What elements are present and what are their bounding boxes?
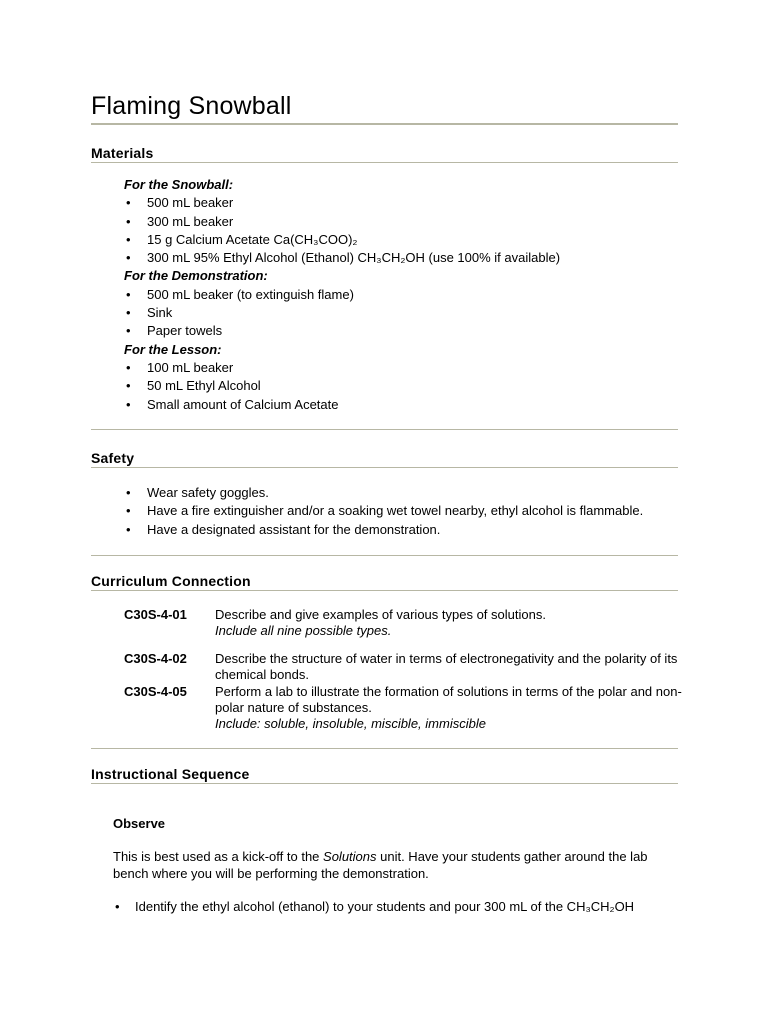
- materials-group-demonstration: [124, 286, 560, 341]
- outcome-code: C30S-4-01: [124, 607, 187, 622]
- list-item: • Paper towels: [124, 322, 560, 340]
- materials-heading: Materials: [91, 145, 154, 161]
- safety-list: [124, 484, 643, 539]
- safety-end-divider: [91, 555, 678, 556]
- outcome-note: Include: soluble, insoluble, miscible, immiscible: [215, 716, 486, 731]
- list-item: • 15 g Calcium Acetate Ca(CH₃COO)₂: [124, 231, 560, 249]
- list-item: • 50 mL Ethyl Alcohol: [124, 377, 560, 395]
- list-item: • Small amount of Calcium Acetate: [124, 396, 560, 414]
- curriculum-end-divider: [91, 748, 678, 749]
- materials-group-lesson: [124, 359, 560, 414]
- curriculum-divider: [91, 590, 678, 591]
- materials-end-divider: [91, 429, 678, 430]
- observe-paragraph: [113, 849, 673, 882]
- list-item: • 300 mL beaker: [124, 213, 560, 231]
- outcome-code: C30S-4-05: [124, 684, 187, 699]
- curriculum-outcome: [124, 684, 684, 732]
- curriculum-outcome: [124, 651, 684, 683]
- paragraph-text: This is best used as a kick-off to the: [113, 849, 324, 864]
- materials-group-label-demonstration: For the Demonstration:: [124, 268, 268, 284]
- safety-heading: Safety: [91, 450, 135, 466]
- materials-group-snowball: [124, 194, 560, 267]
- title-divider: [91, 123, 678, 125]
- step-text: Identify the ethyl alcohol (ethanol) to your students and pour 300 mL of the CH₃CH₂OH: [135, 899, 635, 914]
- paragraph-text: unit. Have your students gather around the lab bench where you will be performing the demonstration.: [113, 849, 648, 881]
- materials-group-label-snowball: For the Snowball:: [124, 177, 234, 192]
- outcome-note: Include all nine possible types.: [215, 623, 392, 638]
- outcome-description: Describe the structure of water in terms of electronegativity and the polarity of its chemical bonds.: [215, 651, 678, 682]
- materials-group-label-lesson: For the Lesson:: [124, 341, 222, 357]
- page-title: Flaming Snowball: [91, 92, 292, 120]
- materials-list: [124, 176, 560, 414]
- list-item: • Wear safety goggles.: [124, 484, 643, 502]
- paragraph-emphasis: Solutions: [323, 849, 377, 864]
- observe-heading: Observe: [113, 816, 166, 831]
- list-item: • 500 mL beaker (to extinguish flame): [124, 286, 560, 304]
- outcome-code: C30S-4-02: [124, 651, 187, 666]
- curriculum-heading: Curriculum Connection: [91, 573, 251, 589]
- outcome-description: Describe and give examples of various types of solutions.: [215, 607, 546, 622]
- list-item: • Sink: [124, 304, 560, 322]
- curriculum-outcome: [124, 607, 684, 639]
- list-item: • Have a fire extinguisher and/or a soaking wet towel nearby, ethyl alcohol is flammable.: [124, 502, 643, 520]
- list-item: • 100 mL beaker: [124, 359, 560, 377]
- materials-divider: [91, 162, 678, 163]
- outcome-description: Perform a lab to illustrate the formation of solutions in terms of the polar and non-polar nature of substances.: [215, 684, 682, 715]
- safety-divider: [91, 467, 678, 468]
- list-item: • 500 mL beaker: [124, 194, 560, 212]
- instructional-sequence-heading: Instructional Sequence: [91, 766, 250, 782]
- bullet-icon: •: [115, 899, 120, 914]
- list-item: • Have a designated assistant for the demonstration.: [124, 521, 643, 539]
- list-item: • 300 mL 95% Ethyl Alcohol (Ethanol) CH₃CH₂OH (use 100% if available): [124, 249, 560, 267]
- instructional-sequence-divider: [91, 783, 678, 784]
